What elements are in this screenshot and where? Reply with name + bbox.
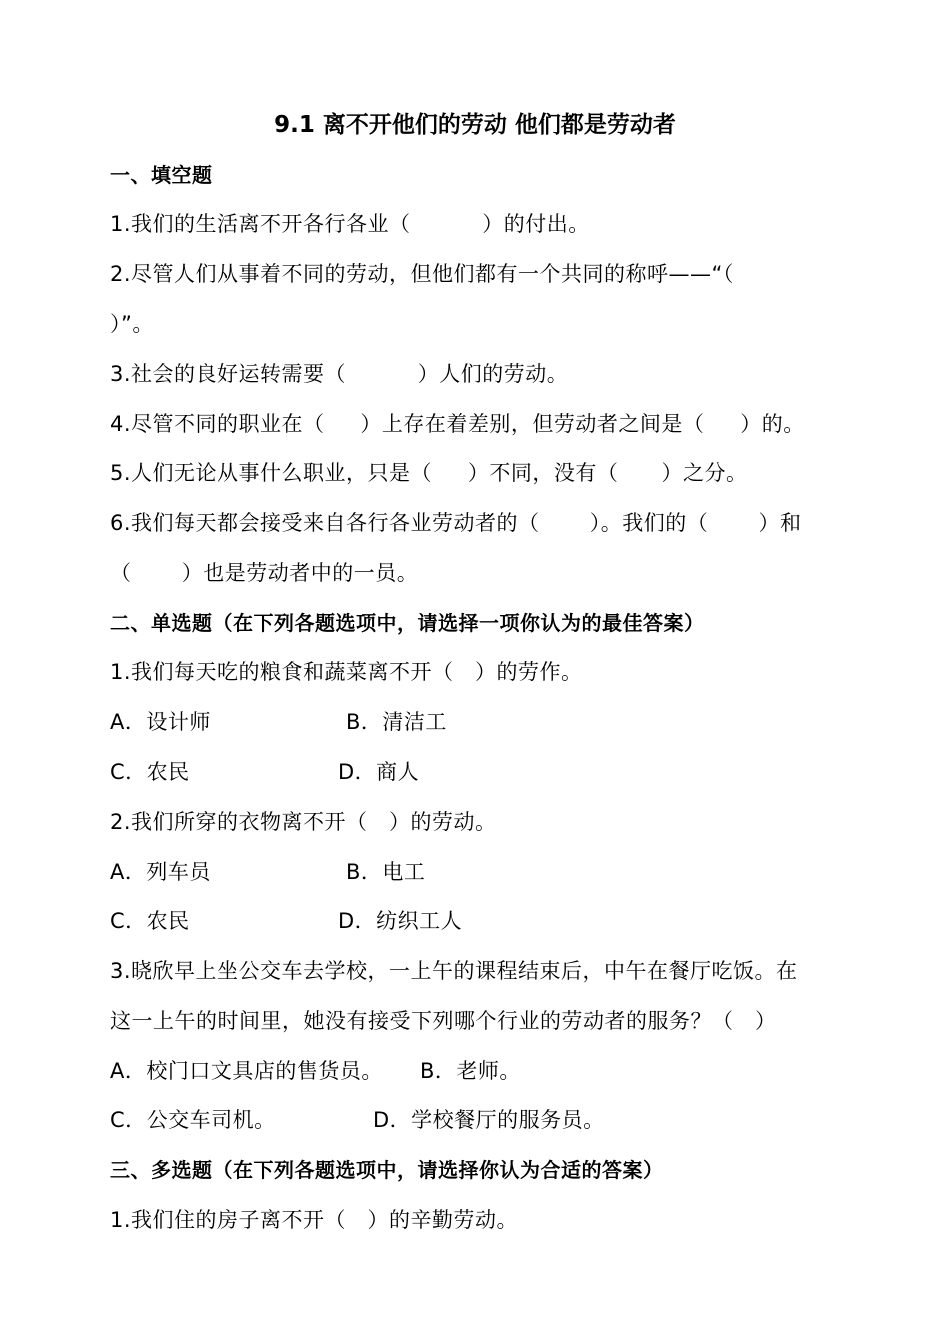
question-text: 1.我们每天吃的粮食和蔬菜离不开（ ）的劳作。 <box>110 660 583 684</box>
option-a: A．设计师 <box>110 710 211 734</box>
question-text-continued: 这一上午的时间里，她没有接受下列哪个行业的劳动者的服务？（ ） <box>110 1009 777 1033</box>
option-c: C．公交车司机。 <box>110 1108 276 1132</box>
option-b: B．老师。 <box>420 1059 521 1083</box>
question-text-continued: ）”。 <box>110 312 154 336</box>
question-text: 3.晓欣早上坐公交车去学校，一上午的课程结束后，中午在餐厅吃饭。在 <box>110 959 798 983</box>
option-c: C．农民 <box>110 909 190 933</box>
option-c: C．农民 <box>110 760 190 784</box>
section-heading-multi-choice: 三、多选题（在下列各题选项中，请选择你认为合适的答案） <box>110 1158 664 1182</box>
option-a: A．校门口文具店的售货员。 <box>110 1059 383 1083</box>
option-d: D．学校餐厅的服务员。 <box>373 1108 605 1132</box>
option-a: A．列车员 <box>110 860 211 884</box>
option-b: B．电工 <box>346 860 426 884</box>
question-text: 2.我们所穿的衣物离不开（ ）的劳动。 <box>110 810 497 834</box>
question-text: 3.社会的良好运转需要（ ）人们的劳动。 <box>110 362 569 386</box>
question-text: 2.尽管人们从事着不同的劳动，但他们都有一个共同的称呼——“（ <box>110 262 734 286</box>
option-d: D．商人 <box>338 760 420 784</box>
question-text: 4.尽管不同的职业在（ ）上存在着差别，但劳动者之间是（ ）的。 <box>110 412 805 436</box>
question-text-continued: （ ）也是劳动者中的一员。 <box>110 561 419 585</box>
question-text: 1.我们住的房子离不开（ ）的辛勤劳动。 <box>110 1208 519 1232</box>
option-b: B．清洁工 <box>346 710 447 734</box>
section-heading-single-choice: 二、单选题（在下列各题选项中，请选择一项你认为的最佳答案） <box>110 611 705 635</box>
option-d: D．纺织工人 <box>338 909 463 933</box>
question-text: 5.人们无论从事什么职业，只是（ ）不同，没有（ ）之分。 <box>110 461 748 485</box>
section-heading-fill-blank: 一、填空题 <box>110 163 213 187</box>
question-text: 6.我们每天都会接受来自各行各业劳动者的（ ）。我们的（ ）和 <box>110 511 802 535</box>
page-title: 9.1 离不开他们的劳动 他们都是劳动者 <box>274 112 676 138</box>
question-text: 1.我们的生活离不开各行各业（ ）的付出。 <box>110 212 590 236</box>
